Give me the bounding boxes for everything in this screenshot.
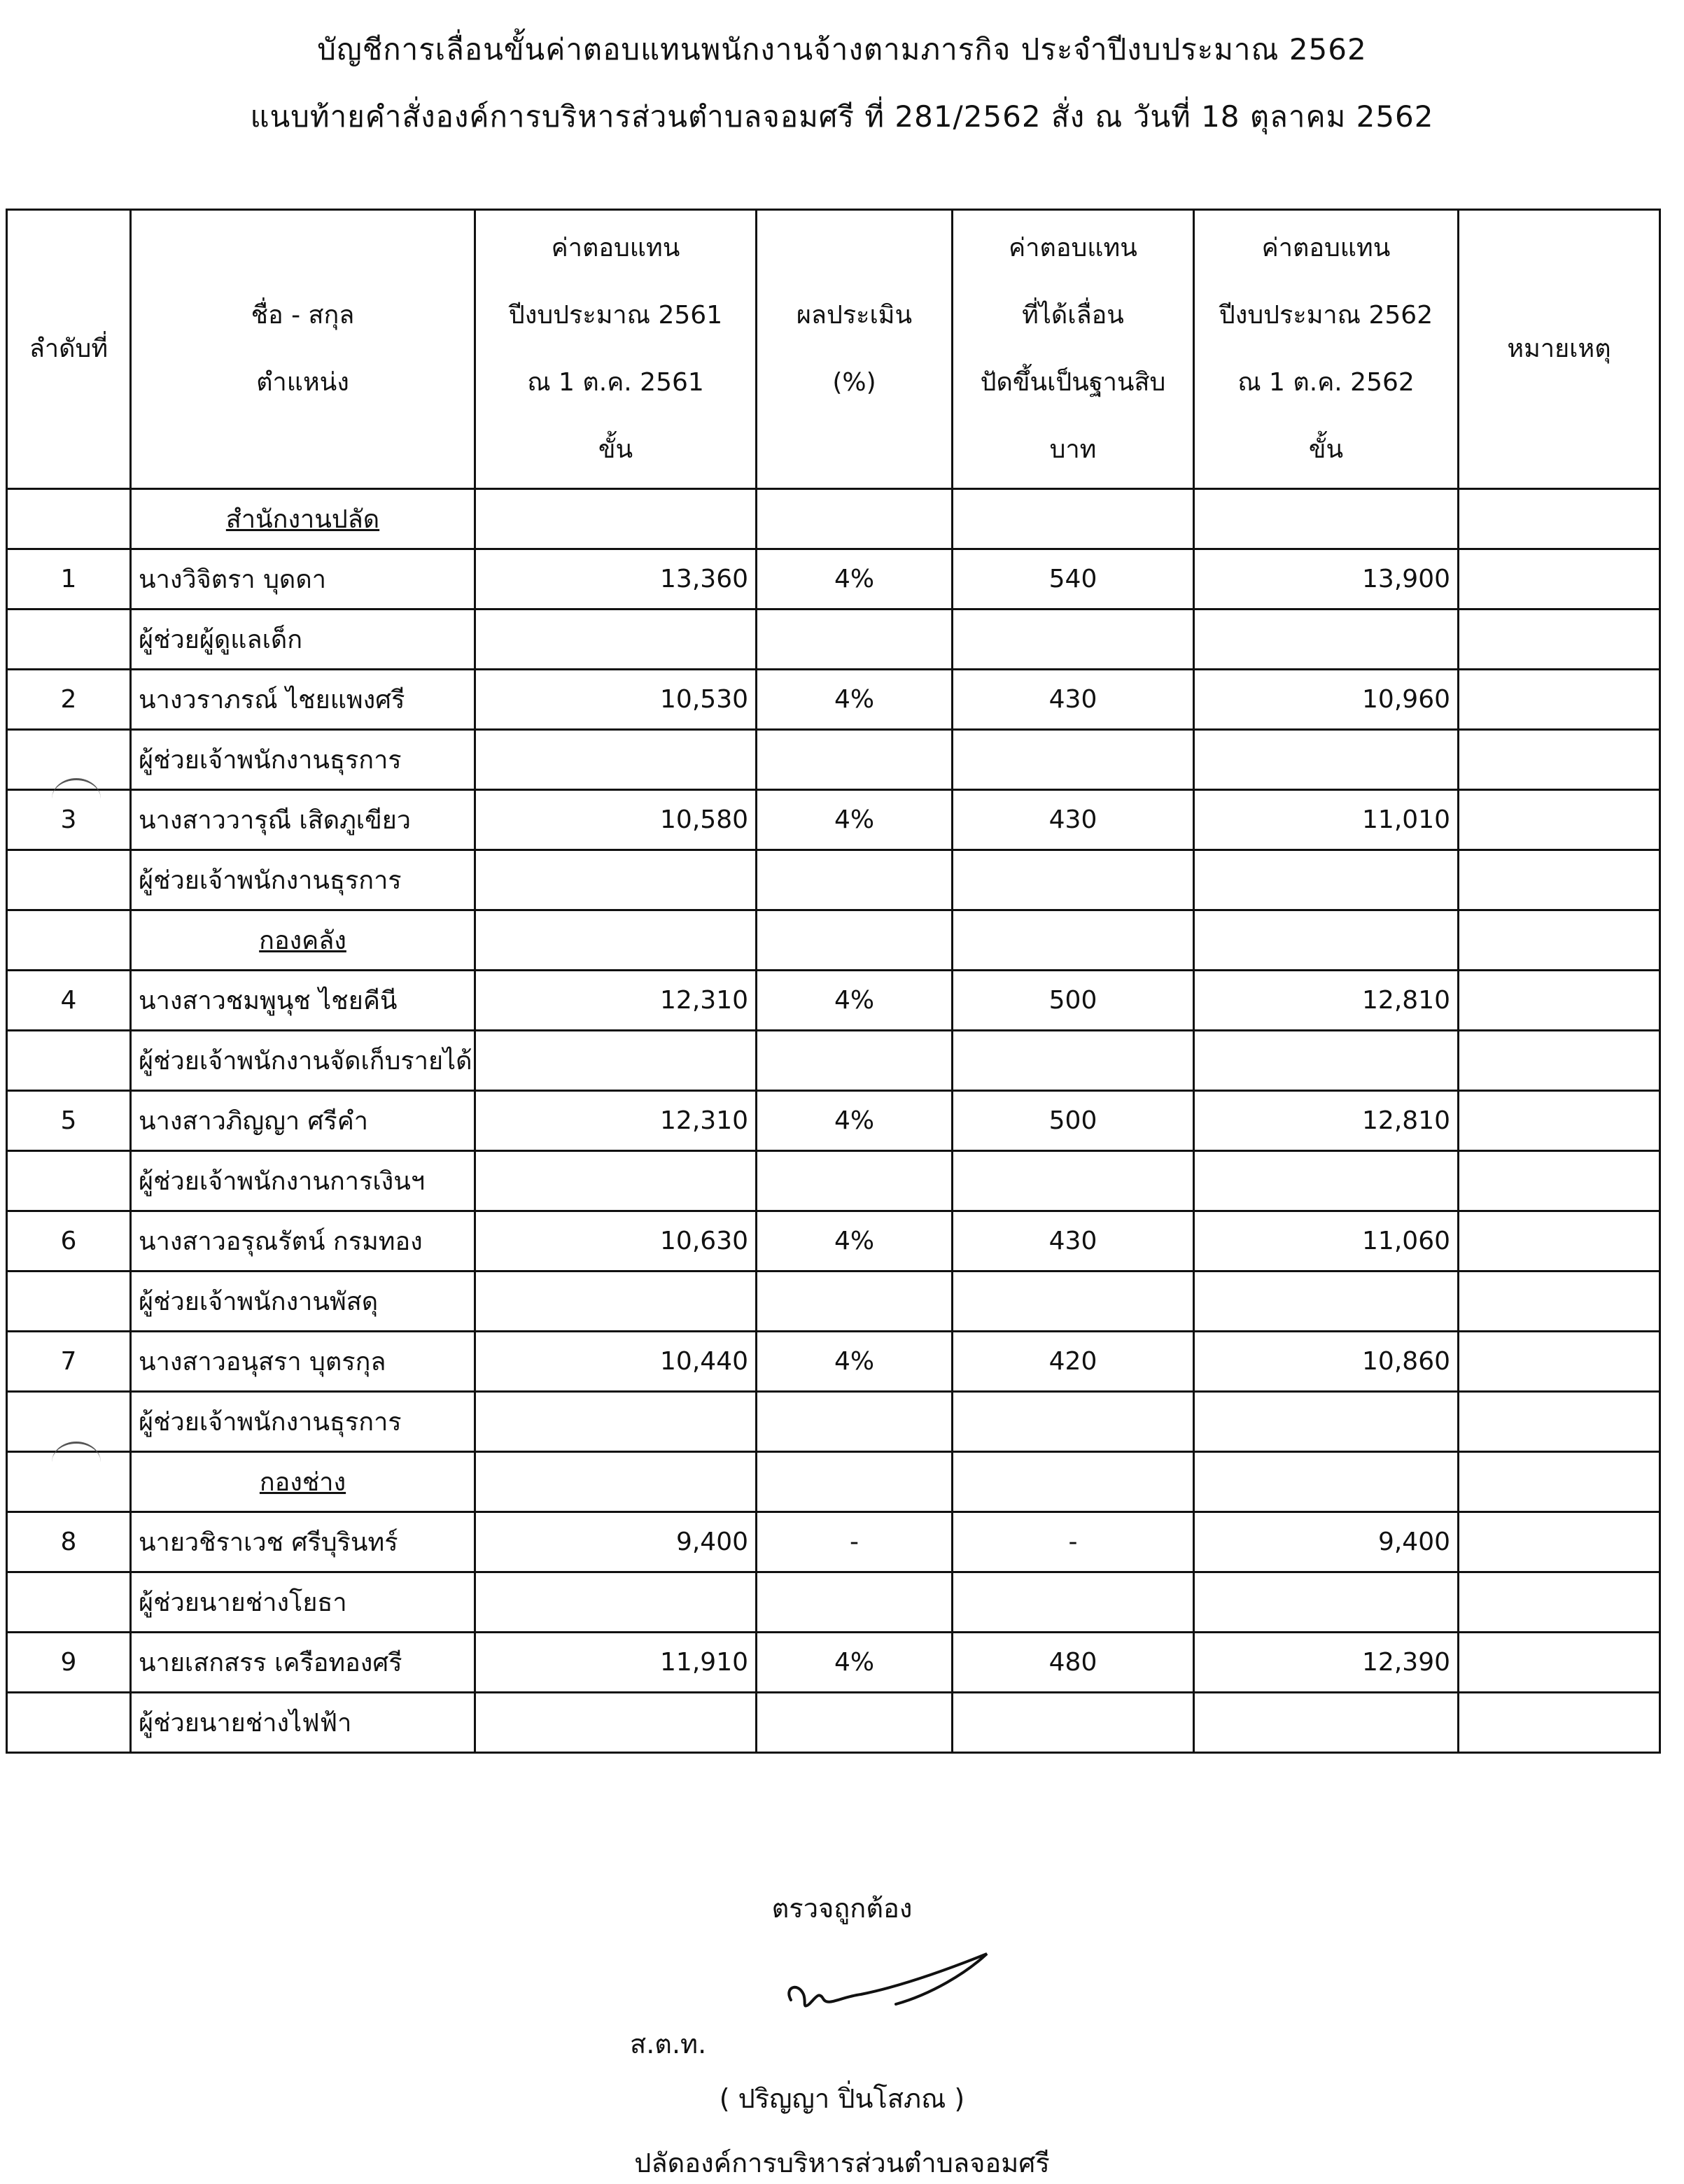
cell-no [7, 1031, 131, 1091]
cell-empty [1194, 1271, 1459, 1332]
cell-pay-2561: 10,580 [475, 790, 757, 850]
cell-pay-2562: 12,390 [1194, 1633, 1459, 1693]
table-row [7, 1332, 1660, 1392]
cell-position: ผู้ช่วยนายช่างไฟฟ้า [131, 1693, 475, 1753]
cell-empty [757, 1452, 953, 1512]
cell-remark [1459, 1211, 1660, 1271]
cell-raise: 430 [953, 1211, 1194, 1271]
cell-empty [1459, 1572, 1660, 1633]
cell-no: 8 [7, 1512, 131, 1572]
cell-position: ผู้ช่วยผู้ดูแลเด็ก [131, 610, 475, 670]
cell-no: 6 [7, 1211, 131, 1271]
col-header-pay-2562: ค่าตอบแทน ปีงบประมาณ 2562 ณ 1 ต.ค. 2562 ขั้น [1194, 210, 1459, 489]
position-row [7, 610, 1660, 670]
cell-no [7, 1151, 131, 1211]
table-row [7, 971, 1660, 1031]
cell-empty [1459, 1693, 1660, 1753]
cell-remark [1459, 1633, 1660, 1693]
cell-name: นางวราภรณ์ ไชยแพงศรี [131, 670, 475, 730]
cell-empty [1459, 1452, 1660, 1512]
cell-remark [1459, 549, 1660, 610]
cell-empty [475, 489, 757, 549]
cell-evaluation: 4% [757, 1633, 953, 1693]
cell-empty [475, 910, 757, 971]
cell-position: ผู้ช่วยเจ้าพนักงานจัดเก็บรายได้ [131, 1031, 475, 1091]
position-row [7, 1693, 1660, 1753]
cell-pay-2561: 12,310 [475, 1091, 757, 1151]
cell-no [7, 1271, 131, 1332]
cell-raise: 430 [953, 790, 1194, 850]
section-row [7, 1452, 1660, 1512]
cell-pay-2562: 11,060 [1194, 1211, 1459, 1271]
cell-empty [1459, 610, 1660, 670]
signature-mark [777, 1945, 1008, 2029]
cell-empty [953, 610, 1194, 670]
cell-position: ผู้ช่วยเจ้าพนักงานธุรการ [131, 730, 475, 790]
signer-position: ปลัดองค์การบริหารส่วนตำบลจอมศรี [634, 2148, 1050, 2178]
cell-pay-2561: 12,310 [475, 971, 757, 1031]
cell-empty [1194, 1151, 1459, 1211]
col-header-evaluation: ผลประเมิน (%) [757, 210, 953, 489]
cell-remark [1459, 1512, 1660, 1572]
cell-empty [1459, 1392, 1660, 1452]
cell-pay-2561: 10,630 [475, 1211, 757, 1271]
cell-empty [757, 1572, 953, 1633]
cell-no [7, 489, 131, 549]
cell-pay-2562: 11,010 [1194, 790, 1459, 850]
cell-pay-2562: 12,810 [1194, 971, 1459, 1031]
cell-evaluation: 4% [757, 1332, 953, 1392]
cell-empty [953, 1151, 1194, 1211]
cell-pay-2562: 10,960 [1194, 670, 1459, 730]
section-title: กองคลัง [131, 910, 475, 971]
cell-empty [757, 489, 953, 549]
cell-empty [757, 850, 953, 910]
cell-empty [1194, 1392, 1459, 1452]
cell-remark [1459, 1332, 1660, 1392]
cell-raise: 420 [953, 1332, 1194, 1392]
cell-evaluation: 4% [757, 1211, 953, 1271]
cell-no: 9 [7, 1633, 131, 1693]
section-row [7, 489, 1660, 549]
cell-empty [1194, 1452, 1459, 1512]
table-row [7, 670, 1660, 730]
cell-name: นางสาวอนุสรา บุตรกุล [131, 1332, 475, 1392]
cell-raise: 500 [953, 971, 1194, 1031]
col-header-pay-2561: ค่าตอบแทน ปีงบประมาณ 2561 ณ 1 ต.ค. 2561 ขั้น [475, 210, 757, 489]
cell-empty [1194, 850, 1459, 910]
cell-empty [953, 1392, 1194, 1452]
cell-empty [757, 1693, 953, 1753]
cell-no [7, 1693, 131, 1753]
cell-empty [757, 910, 953, 971]
cell-empty [475, 610, 757, 670]
cell-no [7, 610, 131, 670]
salary-table [6, 209, 1661, 1754]
cell-evaluation: 4% [757, 670, 953, 730]
cell-empty [757, 1151, 953, 1211]
cell-no: 7 [7, 1332, 131, 1392]
cell-empty [953, 1452, 1194, 1512]
cell-empty [953, 489, 1194, 549]
cell-pay-2561: 10,440 [475, 1332, 757, 1392]
cell-empty [953, 1271, 1194, 1332]
punch-hole-mark [52, 778, 101, 819]
position-row [7, 850, 1660, 910]
cell-pay-2562: 13,900 [1194, 549, 1459, 610]
cell-raise: - [953, 1512, 1194, 1572]
cell-empty [475, 850, 757, 910]
cell-raise: 480 [953, 1633, 1194, 1693]
cell-no: 1 [7, 549, 131, 610]
cell-empty [953, 1572, 1194, 1633]
cell-empty [1459, 910, 1660, 971]
table-header-row [7, 210, 1660, 489]
cell-position: ผู้ช่วยเจ้าพนักงานการเงินฯ [131, 1151, 475, 1211]
cell-empty [953, 910, 1194, 971]
position-row [7, 730, 1660, 790]
cell-empty [475, 1151, 757, 1211]
cell-evaluation: 4% [757, 549, 953, 610]
cell-empty [1194, 730, 1459, 790]
cell-pay-2561: 13,360 [475, 549, 757, 610]
cell-empty [953, 850, 1194, 910]
signer-rank: ส.ต.ท. [630, 2029, 707, 2059]
section-row [7, 910, 1660, 971]
cell-remark [1459, 790, 1660, 850]
cell-name: นางสาวอรุณรัตน์ กรมทอง [131, 1211, 475, 1271]
section-title: กองช่าง [131, 1452, 475, 1512]
cell-empty [1459, 1031, 1660, 1091]
cell-empty [1194, 610, 1459, 670]
cell-evaluation: - [757, 1512, 953, 1572]
cell-empty [475, 1572, 757, 1633]
cell-pay-2561: 10,530 [475, 670, 757, 730]
cell-remark [1459, 670, 1660, 730]
cell-no: 3 [7, 790, 131, 850]
cell-empty [1459, 850, 1660, 910]
cell-pay-2562: 12,810 [1194, 1091, 1459, 1151]
position-row [7, 1031, 1660, 1091]
cell-name: นางสาววารุณี เสิดภูเขียว [131, 790, 475, 850]
cell-pay-2561: 11,910 [475, 1633, 757, 1693]
cell-empty [1194, 1693, 1459, 1753]
cell-remark [1459, 971, 1660, 1031]
table-row [7, 1633, 1660, 1693]
cell-empty [475, 1031, 757, 1091]
cell-empty [1194, 1572, 1459, 1633]
table-row [7, 1512, 1660, 1572]
cell-name: นายวชิราเวช ศรีบุรินทร์ [131, 1512, 475, 1572]
cell-no [7, 910, 131, 971]
col-header-no: ลำดับที่ [7, 210, 131, 489]
cell-raise: 540 [953, 549, 1194, 610]
col-header-name: ชื่อ - สกุล ตำแหน่ง [131, 210, 475, 489]
document-title: บัญชีการเลื่อนขั้นค่าตอบแทนพนักงานจ้างตามภารกิจ ประจำปีงบประมาณ 2562 [317, 32, 1367, 66]
punch-hole-mark [52, 1442, 101, 1483]
cell-empty [475, 730, 757, 790]
cell-position: ผู้ช่วยเจ้าพนักงานธุรการ [131, 1392, 475, 1452]
cell-no: 5 [7, 1091, 131, 1151]
cell-no: 4 [7, 971, 131, 1031]
cell-empty [757, 1392, 953, 1452]
col-header-raise: ค่าตอบแทน ที่ได้เลื่อน ปัดขึ้นเป็นฐานสิบ บาท [953, 210, 1194, 489]
table-row [7, 790, 1660, 850]
signer-name: ( ปริญญา ปิ่นโสภณ ) [719, 2083, 965, 2114]
cell-remark [1459, 1091, 1660, 1151]
cell-empty [1194, 910, 1459, 971]
cell-position: ผู้ช่วยเจ้าพนักงานธุรการ [131, 850, 475, 910]
cell-name: นางวิจิตรา บุดดา [131, 549, 475, 610]
cell-empty [757, 610, 953, 670]
cell-pay-2561: 9,400 [475, 1512, 757, 1572]
position-row [7, 1392, 1660, 1452]
cell-position: ผู้ช่วยเจ้าพนักงานพัสดุ [131, 1271, 475, 1332]
cell-pay-2562: 9,400 [1194, 1512, 1459, 1572]
table-row [7, 1211, 1660, 1271]
cell-empty [953, 730, 1194, 790]
section-title: สำนักงานปลัด [131, 489, 475, 549]
table-row [7, 1091, 1660, 1151]
cell-empty [475, 1452, 757, 1512]
document-subtitle: แนบท้ายคำสั่งองค์การบริหารส่วนตำบลจอมศรี ที่ 281/2562 สั่ง ณ วันที่ 18 ตุลาคม 2562 [250, 99, 1434, 134]
cell-empty [953, 1031, 1194, 1091]
cell-empty [953, 1693, 1194, 1753]
col-header-remark: หมายเหตุ [1459, 210, 1660, 489]
cell-empty [475, 1693, 757, 1753]
cell-empty [1459, 1151, 1660, 1211]
cell-empty [1459, 1271, 1660, 1332]
cell-empty [1194, 1031, 1459, 1091]
position-row [7, 1572, 1660, 1633]
cell-no [7, 850, 131, 910]
cell-name: นางสาวชมพูนุช ไชยคีนี [131, 971, 475, 1031]
table-row [7, 549, 1660, 610]
cell-empty [757, 1271, 953, 1332]
cell-no: 2 [7, 670, 131, 730]
cell-empty [475, 1271, 757, 1332]
cell-pay-2562: 10,860 [1194, 1332, 1459, 1392]
cell-position: ผู้ช่วยนายช่างโยธา [131, 1572, 475, 1633]
cell-empty [475, 1392, 757, 1452]
cell-empty [757, 730, 953, 790]
cell-raise: 430 [953, 670, 1194, 730]
cell-name: นางสาวภิญญา ศรีคำ [131, 1091, 475, 1151]
cell-empty [1194, 489, 1459, 549]
cell-evaluation: 4% [757, 1091, 953, 1151]
position-row [7, 1151, 1660, 1211]
cell-evaluation: 4% [757, 790, 953, 850]
certification-label: ตรวจถูกต้อง [771, 1893, 913, 1924]
cell-evaluation: 4% [757, 971, 953, 1031]
position-row [7, 1271, 1660, 1332]
cell-raise: 500 [953, 1091, 1194, 1151]
cell-no [7, 1572, 131, 1633]
cell-empty [1459, 489, 1660, 549]
cell-name: นายเสกสรร เครือทองศรี [131, 1633, 475, 1693]
cell-empty [1459, 730, 1660, 790]
cell-empty [757, 1031, 953, 1091]
table-body [7, 489, 1660, 1753]
